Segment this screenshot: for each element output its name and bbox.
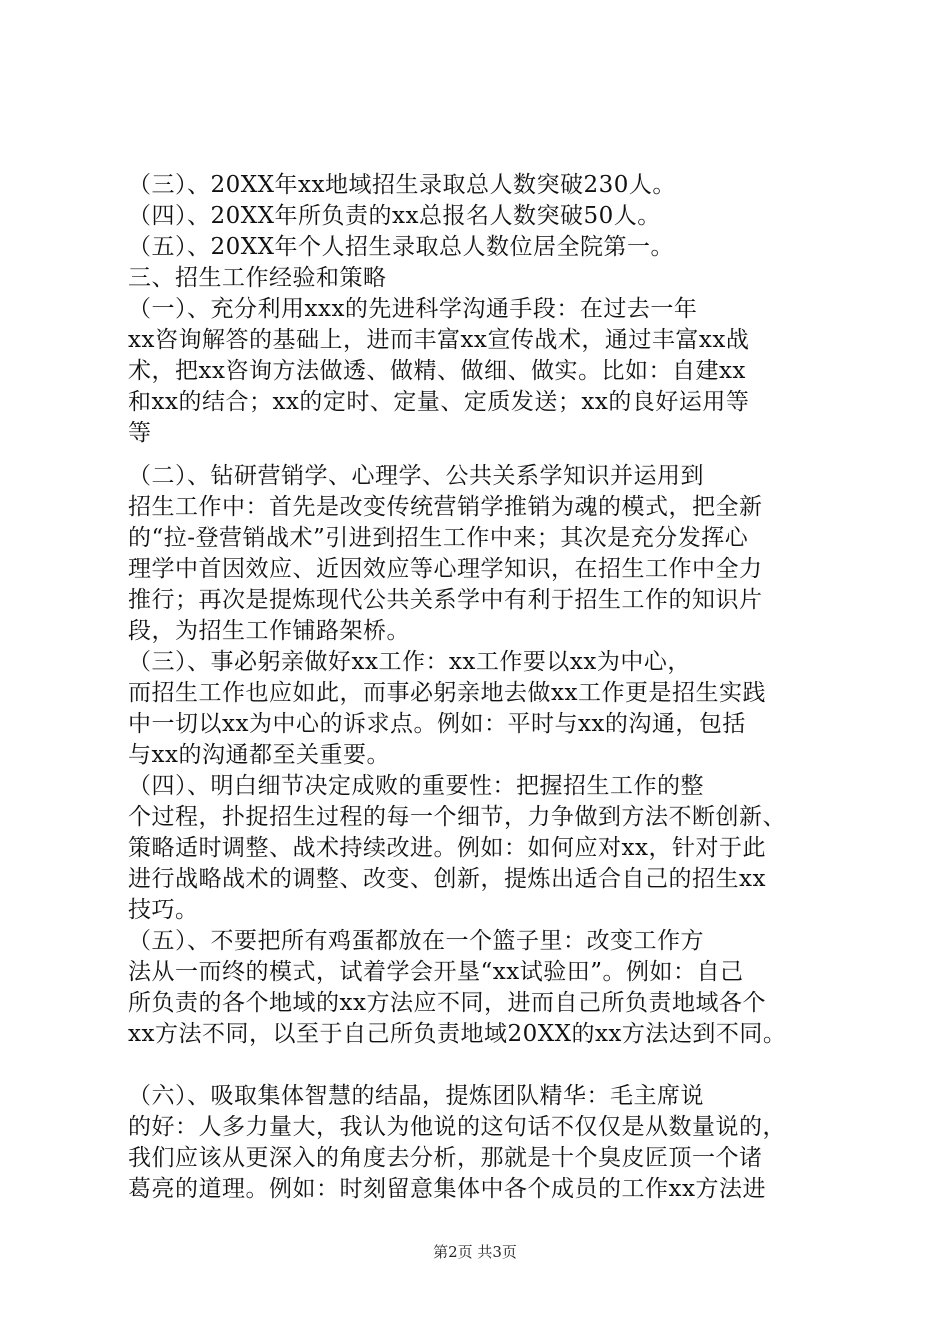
paragraph-line: xx咨询解答的基础上，进而丰富xx宣传战术，通过丰富xx战 xyxy=(128,327,750,353)
page-number-footer: 第2页 共3页 xyxy=(433,1243,517,1261)
paragraph-line: 法从一而终的模式，试着学会开垦“xx试验田”。例如：自己 xyxy=(128,959,744,985)
paragraph-line: 葛亮的道理。例如：时刻留意集体中各个成员的工作xx方法进 xyxy=(128,1176,766,1202)
paragraph-line: （六）、吸取集体智慧的结晶，提炼团队精华：毛主席说 xyxy=(128,1083,704,1109)
paragraph-spacer xyxy=(128,1050,838,1081)
paragraph-line: 而招生工作也应如此，而事必躬亲地去做xx工作更是招生实践 xyxy=(128,680,766,706)
paragraph-line: 所负责的各个地域的xx方法应不同，进而自己所负责地域各个 xyxy=(128,990,766,1016)
paragraph-line: 理学中首因效应、近因效应等心理学知识，在招生工作中全力 xyxy=(128,556,763,582)
paragraph-line: 和xx的结合；xx的定时、定量、定质发送；xx的良好运用等 xyxy=(128,389,750,415)
paragraph-line: 技巧。 xyxy=(128,897,199,923)
paragraph-line: 我们应该从更深入的角度去分析，那就是十个臭皮匠顶一个诸 xyxy=(128,1145,763,1171)
paragraph-line: 招生工作中：首先是改变传统营销学推销为魂的模式，把全新 xyxy=(128,494,763,520)
paragraph-line: （三）、20XX年xx地域招生录取总人数突破230人。 xyxy=(128,172,676,198)
paragraph-line: （四）、20XX年所负责的xx总报名人数突破50人。 xyxy=(128,203,661,229)
paragraph-line: xx方法不同，以至于自己所负责地域20XX的xx方法达到不同。 xyxy=(128,1021,787,1047)
paragraph-line: 推行；再次是提炼现代公共关系学中有利于招生工作的知识片 xyxy=(128,587,763,613)
paragraph-line: 与xx的沟通都至关重要。 xyxy=(128,742,390,768)
paragraph-line: 个过程，扑捉招生过程的每一个细节，力争做到方法不断创新、 xyxy=(128,804,786,830)
paragraph-line: （三）、事必躬亲做好xx工作：xx工作要以xx为中心， xyxy=(128,649,691,675)
paragraph-line: （四）、明白细节决定成败的重要性：把握招生工作的整 xyxy=(128,773,704,799)
document-body xyxy=(128,170,838,1205)
paragraph-line: （五）、不要把所有鸡蛋都放在一个篮子里：改变工作方 xyxy=(128,928,704,954)
paragraph-line: （二）、钻研营销学、心理学、公共关系学知识并运用到 xyxy=(128,463,704,489)
section-heading: 三、招生工作经验和策略 xyxy=(128,265,387,291)
paragraph-line: 进行战略战术的调整、改变、创新，提炼出适合自己的招生xx xyxy=(128,866,766,892)
paragraph-line: 段，为招生工作铺路架桥。 xyxy=(128,618,410,644)
paragraph-line: 术，把xx咨询方法做透、做精、做细、做实。比如：自建xx xyxy=(128,358,746,384)
paragraph-line: 等 xyxy=(128,420,152,446)
paragraph-line: 的好：人多力量大，我认为他说的这句话不仅仅是从数量说的， xyxy=(128,1114,786,1140)
paragraph-spacer xyxy=(128,449,838,461)
paragraph-line: （五）、20XX年个人招生录取总人数位居全院第一。 xyxy=(128,234,675,260)
paragraph-line: 中一切以xx为中心的诉求点。例如：平时与xx的沟通，包括 xyxy=(128,711,746,737)
paragraph-line: （一）、充分利用xxx的先进科学沟通手段：在过去一年 xyxy=(128,296,698,322)
paragraph-line: 策略适时调整、战术持续改进。例如：如何应对xx，针对于此 xyxy=(128,835,766,861)
paragraph-line: 的“拉-登营销战术”引进到招生工作中来；其次是充分发挥心 xyxy=(128,525,749,551)
